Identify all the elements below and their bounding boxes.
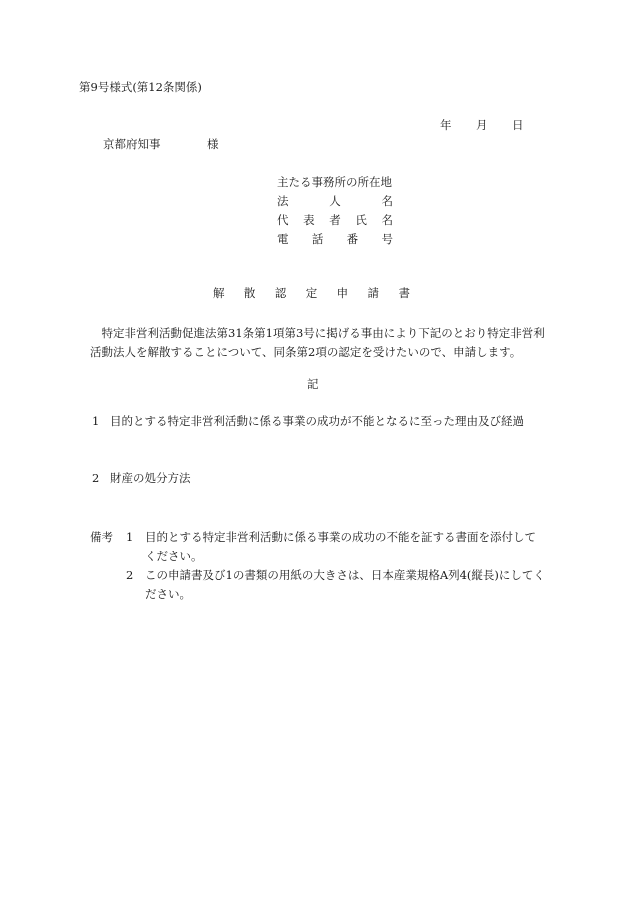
remark-entry: [90, 528, 560, 566]
item-property-disposal: [92, 473, 191, 485]
remark-entry: [90, 566, 560, 604]
item-text: 目的とする特定非営利活動に係る事業の成功が不能となるに至った理由及び経過: [110, 414, 524, 428]
form-number: 第9号様式(第12条関係): [79, 80, 202, 94]
document-title: 解 散 認 定 申 請 書: [213, 286, 410, 300]
applicant-phone: 電 話 番 号: [277, 232, 393, 246]
date-day-label: 日: [512, 118, 524, 132]
remark-number: 2: [126, 568, 134, 582]
applicant-block: [277, 177, 393, 253]
applicant-office-address: 主たる事務所の所在地: [277, 175, 392, 189]
addressee-honorific: 様: [207, 137, 219, 151]
addressee: [103, 139, 219, 151]
addressee-name: 京都府知事: [103, 137, 161, 151]
date-month-label: 月: [476, 118, 488, 132]
remark-text: 目的とする特定非営利活動に係る事業の成功の不能を証する書面を添付してください。: [145, 530, 536, 563]
remark-number: 1: [126, 530, 134, 544]
item-number: 2: [92, 471, 100, 485]
remarks-section: [90, 528, 560, 604]
item-reason: [92, 416, 524, 428]
remarks-heading: 備考: [90, 530, 113, 544]
applicant-representative: 代 表 者 氏 名: [277, 213, 393, 227]
remark-text: この申請書及び1の書類の用紙の大きさは、日本産業規格A列4(縦長)にしてください。: [145, 568, 545, 601]
applicant-corp-name: 法 人 名: [277, 194, 393, 208]
item-number: 1: [92, 414, 100, 428]
date-line: [440, 120, 524, 132]
item-text: 財産の処分方法: [110, 471, 191, 485]
date-year-label: 年: [440, 118, 452, 132]
ki-heading: 記: [307, 377, 319, 391]
application-body-text: 特定非営利活動促進法第31条第1項第3号に掲げる事由により下記のとおり特定非営利活動法人を解散することについて、同条第2項の認定を受けたいので、申請します。: [90, 326, 545, 359]
